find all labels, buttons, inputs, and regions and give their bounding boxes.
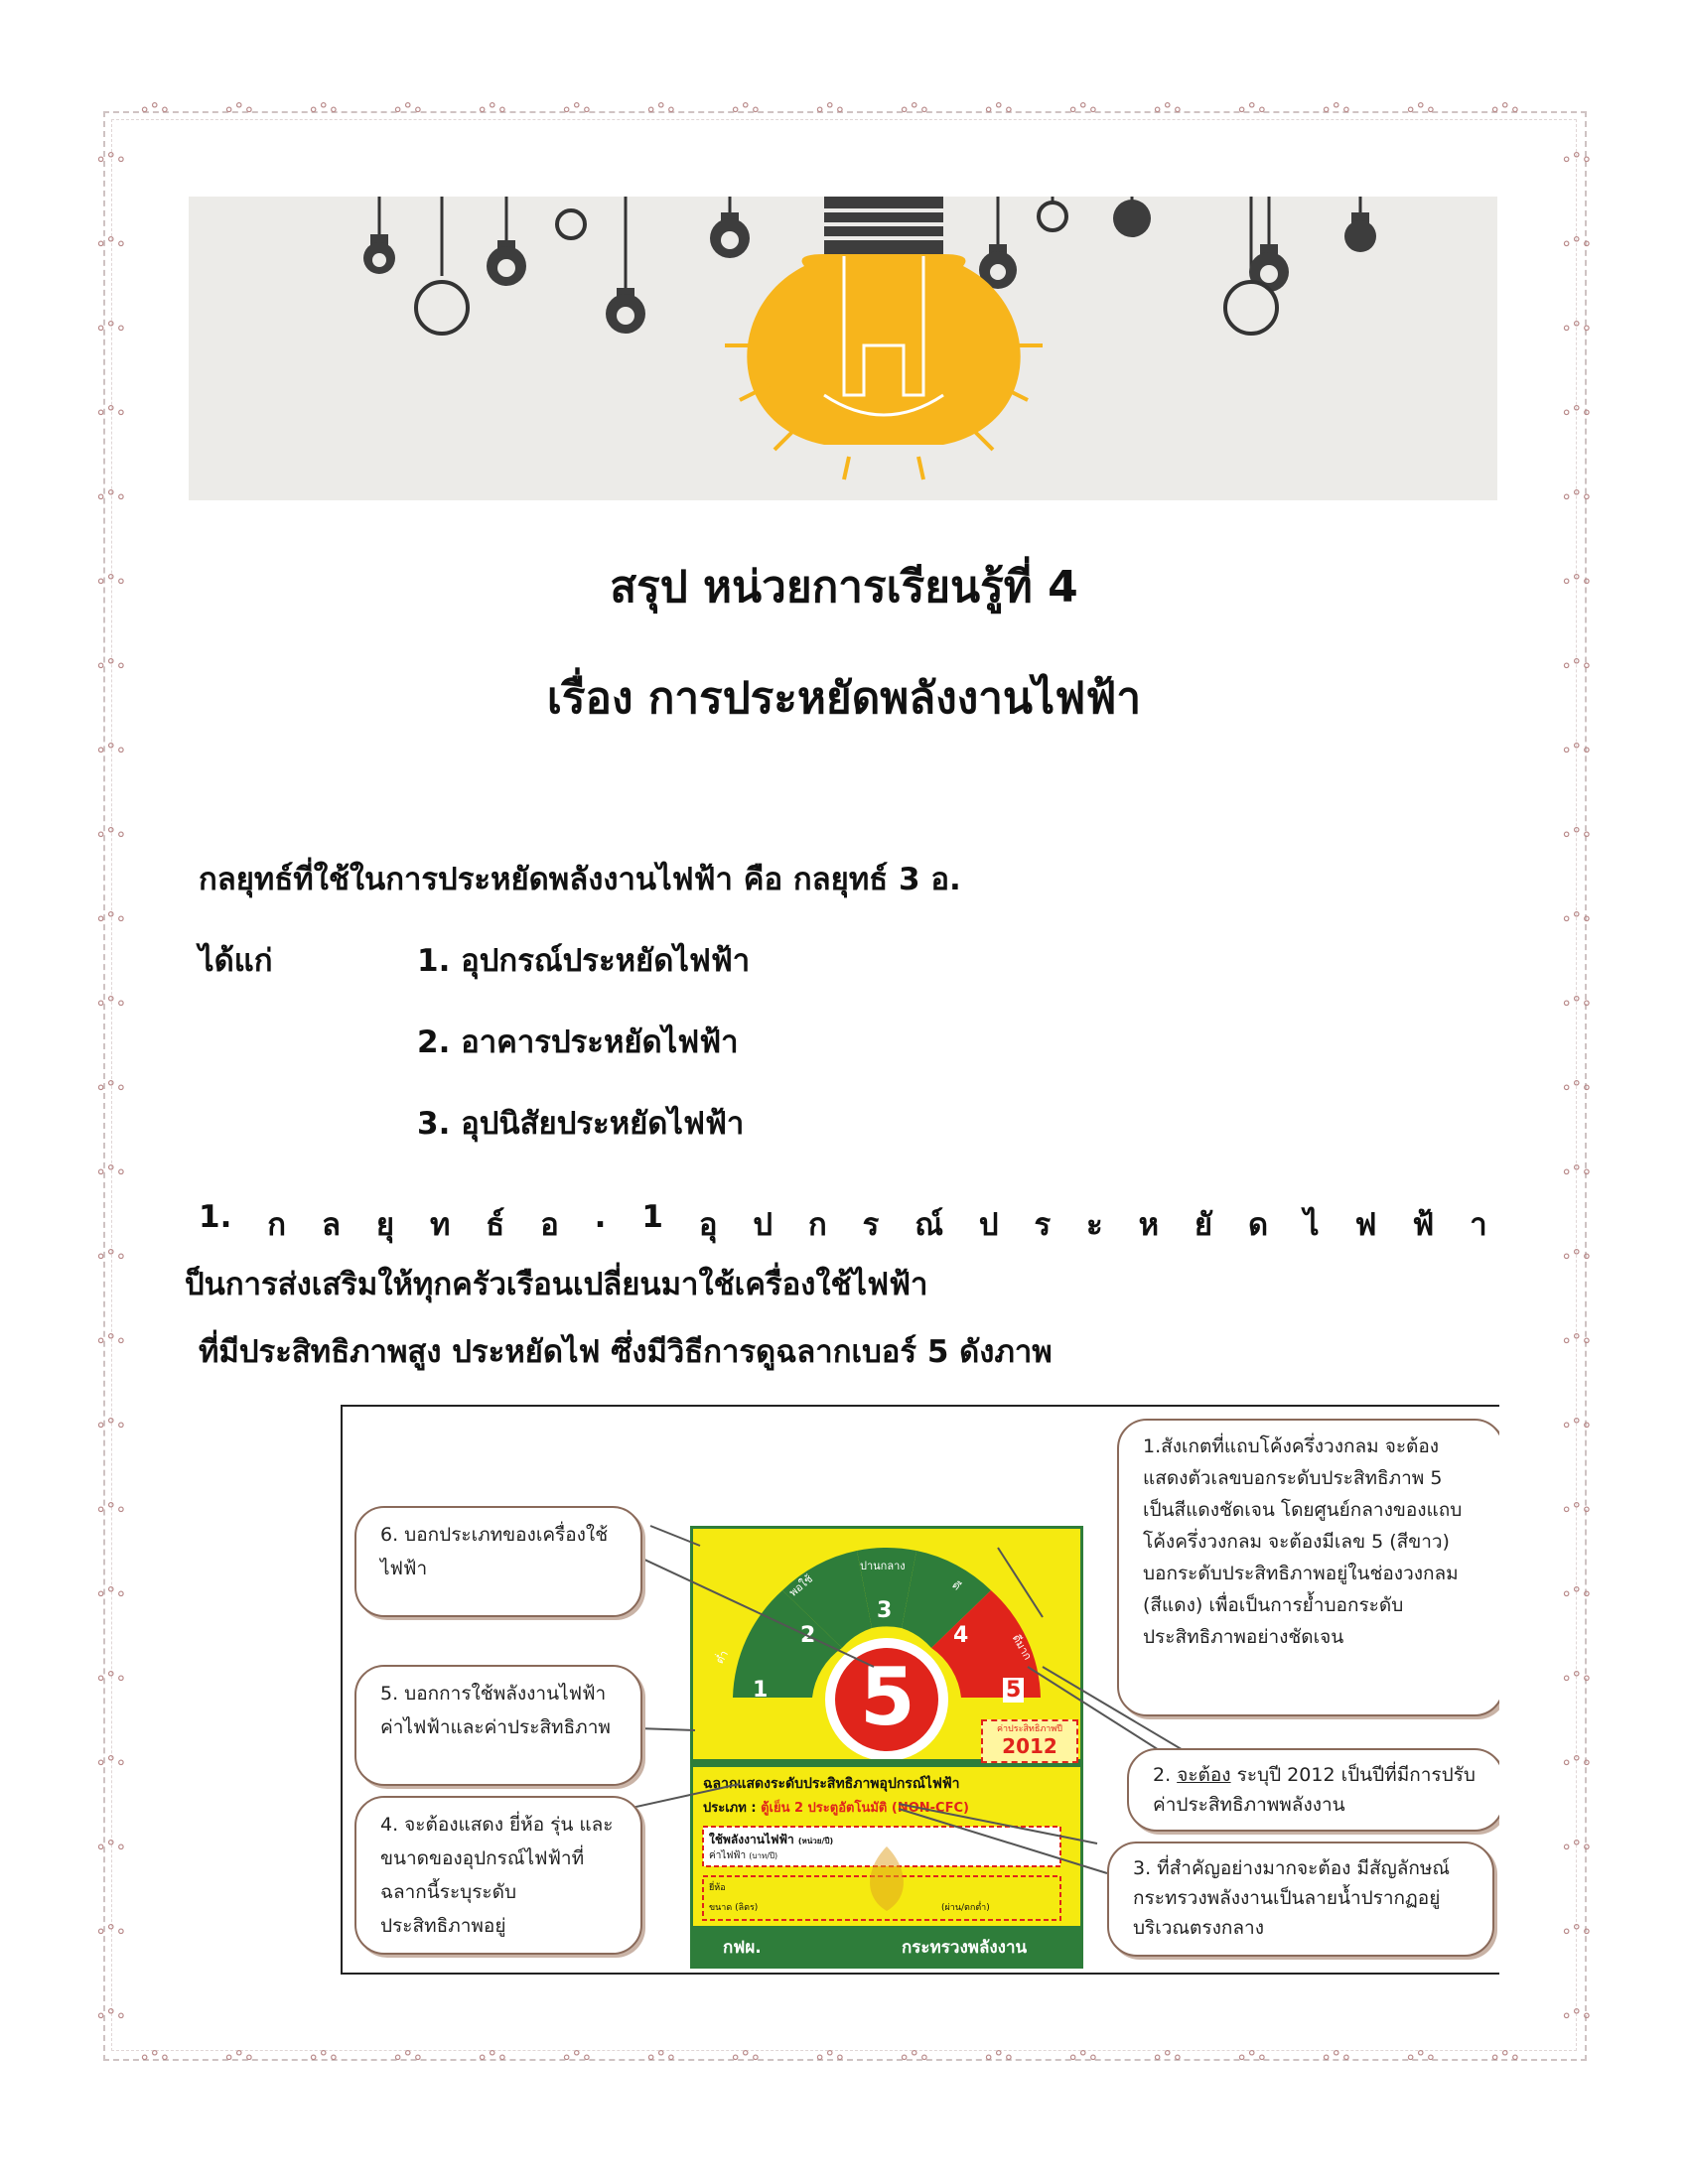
callout-2 [1127, 1748, 1499, 1832]
callout-6: 6. บอกประเภทของเครื่องใช้ไฟฟ้า [354, 1506, 642, 1617]
ornament: ∘°∘ [95, 1077, 127, 1098]
ornament: ∘°∘ [561, 99, 593, 120]
ornament: ∘°∘ [95, 1246, 127, 1267]
year-caption: ค่าประสิทธิภาพปี [996, 1724, 1062, 1734]
ornament: ∘°∘ [561, 2047, 593, 2068]
ornament: ∘°∘ [95, 1668, 127, 1689]
energy-unit: (หน่วย/ปี) [797, 1837, 834, 1845]
callout-2-prefix: 2. [1153, 1764, 1172, 1786]
ornament: ∘°∘ [645, 99, 677, 120]
ornament: ∘°∘ [95, 571, 127, 592]
callout-5: 5. บอกการใช้พลังงานไฟฟ้าค่าไฟฟ้าและค่าประสิทธิภาพ [354, 1665, 642, 1786]
ornament: ∘°∘ [1152, 99, 1184, 120]
ornament: ∘°∘ [1236, 99, 1268, 120]
section1-line3: ที่มีประสิทธิภาพสูง ประหยัดไฟ ซึ่งมีวิธีการดูฉลากเบอร์ 5 ดังภาพ [199, 1334, 1053, 1370]
heading-char: ร [1034, 1207, 1052, 1243]
ornament: ∘°∘ [983, 99, 1015, 120]
ornament: ∘°∘ [1561, 571, 1593, 592]
light-bulbs-illustration [189, 197, 1497, 500]
arc-number: 3 [877, 1598, 893, 1623]
ornament: ∘°∘ [1561, 993, 1593, 1014]
ornament: ∘°∘ [95, 908, 127, 929]
intro-text: กลยุทธ์ที่ใช้ในการประหยัดพลังงานไฟฟ้า คือ กลยุทธ์ 3 อ. [199, 862, 961, 897]
heading-char: ท [429, 1207, 451, 1243]
ornament: ∘°∘ [95, 1415, 127, 1435]
heading-char: ธ์ [486, 1207, 505, 1243]
callout-2-text: ระบุปี 2012 เป็นปีที่มีการปรับค่าประสิทธิภาพพลังงาน [1153, 1764, 1476, 1816]
footer-left: กฟผ. [723, 1938, 762, 1958]
label-heading: ฉลากแสดงระดับประสิทธิภาพอุปกรณ์ไฟฟ้า [703, 1776, 960, 1792]
arc-number: 4 [953, 1623, 969, 1648]
ornament: ∘°∘ [1561, 149, 1593, 170]
section1-heading [199, 1199, 1487, 1249]
ornament: ∘°∘ [1561, 1499, 1593, 1520]
heading-char: ไ [1304, 1207, 1320, 1243]
ornament: ∘°∘ [1321, 99, 1352, 120]
heading-char: ป [978, 1207, 999, 1243]
ornament: ∘°∘ [392, 99, 424, 120]
ornament: ∘°∘ [95, 1161, 127, 1182]
heading-char: อ [540, 1207, 559, 1243]
callout-2-underline: จะต้อง [1177, 1764, 1231, 1786]
heading-char: 1. [199, 1199, 232, 1235]
ornament: ∘°∘ [95, 1752, 127, 1773]
size-unit: (ลิตร) [735, 1903, 759, 1913]
ornament: ∘°∘ [1405, 2047, 1437, 2068]
arc-number: 5 [1003, 1678, 1024, 1703]
ornament: ∘°∘ [95, 1921, 127, 1942]
year-value: 2012 [1002, 1734, 1057, 1758]
ornament: ∘°∘ [95, 740, 127, 760]
arc-number: 2 [800, 1623, 816, 1648]
ornament: ∘°∘ [983, 2047, 1015, 2068]
ornament: ∘°∘ [1067, 99, 1099, 120]
cost-unit: (บาท/ปี) [749, 1851, 778, 1860]
heading-char: ฟ้ [1412, 1207, 1435, 1243]
ornament: ∘°∘ [814, 99, 846, 120]
arc-segment-label: พอใช้ [786, 1571, 816, 1599]
ornament: ∘°∘ [95, 1837, 127, 1857]
heading-char: ร [862, 1207, 880, 1243]
arc-number: 1 [753, 1678, 769, 1703]
list-item: 1. อุปกรณ์ประหยัดไฟฟ้า [417, 943, 751, 979]
heading-char: ะ [1086, 1207, 1103, 1243]
arc-segment-label: ดี [949, 1578, 964, 1593]
ornament: ∘°∘ [1561, 908, 1593, 929]
energy-label-card [690, 1526, 1083, 1969]
ornament: ∘°∘ [730, 2047, 762, 2068]
page-title: สรุป หน่วยการเรียนรู้ที่ 4 [610, 562, 1078, 613]
ornament: ∘°∘ [1489, 99, 1521, 120]
list-item: 2. อาคารประหยัดไฟฟ้า [417, 1024, 739, 1060]
ornament: ∘°∘ [95, 655, 127, 676]
ornament: ∘°∘ [1561, 1668, 1593, 1689]
light-bulb-banner [189, 197, 1497, 500]
ornament: ∘°∘ [95, 1330, 127, 1351]
ornament: ∘°∘ [1561, 233, 1593, 254]
ornament: ∘°∘ [1321, 2047, 1352, 2068]
callout-1: 1.สังเกตที่แถบโค้งครึ่งวงกลม จะต้อง แสดงตัวเลขบอกระดับประสิทธิภาพ 5 เป็นสีแดงชัดเจน โดยศูนย์กลางของแถบโค้งครึ่งวงกลม จะต้องมีเลข 5 (สีขาว) บอกระดับประสิทธิภาพอยู่ในช่องวงกลม (สีแดง) เพื่อเป็นการย้ำบอกระดับประสิทธิภาพอย่างชัดเจน [1117, 1419, 1499, 1716]
footer-right: กระทรวงพลังงาน [902, 1938, 1028, 1958]
ornament: ∘°∘ [308, 2047, 340, 2068]
arc-segment-label: ดีมาก [1009, 1632, 1035, 1663]
arc-segment-label: ปานกลาง [860, 1560, 906, 1572]
ornament: ∘°∘ [1489, 2047, 1521, 2068]
size-label: ขนาด [709, 1903, 733, 1913]
ornament: ∘°∘ [95, 1583, 127, 1604]
ornament: ∘°∘ [95, 824, 127, 845]
ornament: ∘°∘ [1561, 1921, 1593, 1942]
ornament: ∘°∘ [814, 2047, 846, 2068]
heading-char: . [594, 1199, 607, 1235]
ornament: ∘°∘ [1561, 655, 1593, 676]
ornament: ∘°∘ [392, 2047, 424, 2068]
heading-char: ป [753, 1207, 774, 1243]
ornament: ∘°∘ [95, 993, 127, 1014]
cost-label: ค่าไฟฟ้า [709, 1850, 747, 1861]
type-suffix: (NON-CFC) [891, 1801, 969, 1816]
energy-label: ใช้พลังงานไฟฟ้า [709, 1833, 794, 1846]
heading-char: ห [1138, 1207, 1160, 1243]
ornament: ∘°∘ [1405, 99, 1437, 120]
ornament: ∘°∘ [1561, 1415, 1593, 1435]
ornament: ∘°∘ [1152, 2047, 1184, 2068]
ornament: ∘°∘ [223, 99, 255, 120]
ornament: ∘°∘ [95, 149, 127, 170]
ornament: ∘°∘ [1561, 1161, 1593, 1182]
heading-char: ด [1248, 1207, 1269, 1243]
list-label: ได้แก่ [199, 943, 273, 979]
ornament: ∘°∘ [899, 99, 930, 120]
arc-segment-label: ต่ำ [713, 1648, 732, 1667]
ornament: ∘°∘ [308, 99, 340, 120]
heading-char: ยุ [375, 1207, 395, 1243]
ornament: ∘°∘ [95, 402, 127, 423]
ornament: ∘°∘ [1561, 1583, 1593, 1604]
heading-char: ยั [1194, 1207, 1213, 1243]
year-box [981, 1719, 1078, 1763]
energy-label-figure [341, 1405, 1499, 1975]
heading-char: ฟ [1354, 1207, 1377, 1243]
ornament: ∘°∘ [1561, 824, 1593, 845]
list-item: 3. อุปนิสัยประหยัดไฟฟ้า [417, 1106, 745, 1142]
ornament: ∘°∘ [477, 2047, 508, 2068]
heading-char: ก [807, 1207, 827, 1243]
big-efficiency-number: 5 [860, 1651, 915, 1743]
ornament: ∘°∘ [1236, 2047, 1268, 2068]
ornament: ∘°∘ [645, 2047, 677, 2068]
ornament: ∘°∘ [477, 99, 508, 120]
ornament: ∘°∘ [95, 486, 127, 507]
ornament: ∘°∘ [899, 2047, 930, 2068]
ornament: ∘°∘ [139, 99, 171, 120]
type-prefix: ประเภท : [703, 1801, 757, 1816]
ornament: ∘°∘ [95, 2005, 127, 2026]
ornament: ∘°∘ [1561, 1246, 1593, 1267]
ornament: ∘°∘ [95, 318, 127, 339]
ornament: ∘°∘ [95, 1499, 127, 1520]
ornament: ∘°∘ [1561, 402, 1593, 423]
ornament: ∘°∘ [1561, 1330, 1593, 1351]
callout-4: 4. จะต้องแสดง ยี่ห้อ รุ่น และขนาดของอุปกรณ์ไฟฟ้าที่ฉลากนี้ระบุระดับประสิทธิภาพอยู่ [354, 1796, 642, 1955]
ornament: ∘°∘ [1067, 2047, 1099, 2068]
heading-char: ก [267, 1207, 287, 1243]
heading-char: า [1470, 1207, 1487, 1243]
ornament: ∘°∘ [1561, 1752, 1593, 1773]
section1-line2: ป็นการส่งเสริมให้ทุกครัวเรือนเปลี่ยนมาใช้เครื่องใช้ไฟฟ้า [185, 1267, 928, 1302]
type-value: ตู้เย็น 2 ประตูอัตโนมัติ [761, 1801, 888, 1816]
ornament: ∘°∘ [1561, 318, 1593, 339]
heading-char: 1 [641, 1199, 663, 1235]
ornament: ∘°∘ [1561, 740, 1593, 760]
ornament: ∘°∘ [1561, 1837, 1593, 1857]
brand-label: ยี่ห้อ [709, 1883, 726, 1893]
ornament: ∘°∘ [223, 2047, 255, 2068]
callout-3: 3. ที่สำคัญอย่างมากจะต้อง มีสัญลักษณ์กระทรวงพลังงานเป็นลายน้ำปรากฏอยู่บริเวณตรงกลาง [1107, 1842, 1494, 1957]
ornament: ∘°∘ [1561, 1077, 1593, 1098]
heading-char: ณ์ [914, 1207, 943, 1243]
model-label: (ผ่าน/ตกต่ำ) [941, 1903, 990, 1913]
ornament: ∘°∘ [139, 2047, 171, 2068]
ornament: ∘°∘ [1561, 486, 1593, 507]
page-subtitle: เรื่อง การประหยัดพลังงานไฟฟ้า [546, 673, 1142, 724]
ornament: ∘°∘ [95, 233, 127, 254]
heading-char: อุ [698, 1207, 718, 1243]
heading-char: ล [321, 1207, 341, 1243]
ornament: ∘°∘ [730, 99, 762, 120]
ornament: ∘°∘ [1561, 2005, 1593, 2026]
